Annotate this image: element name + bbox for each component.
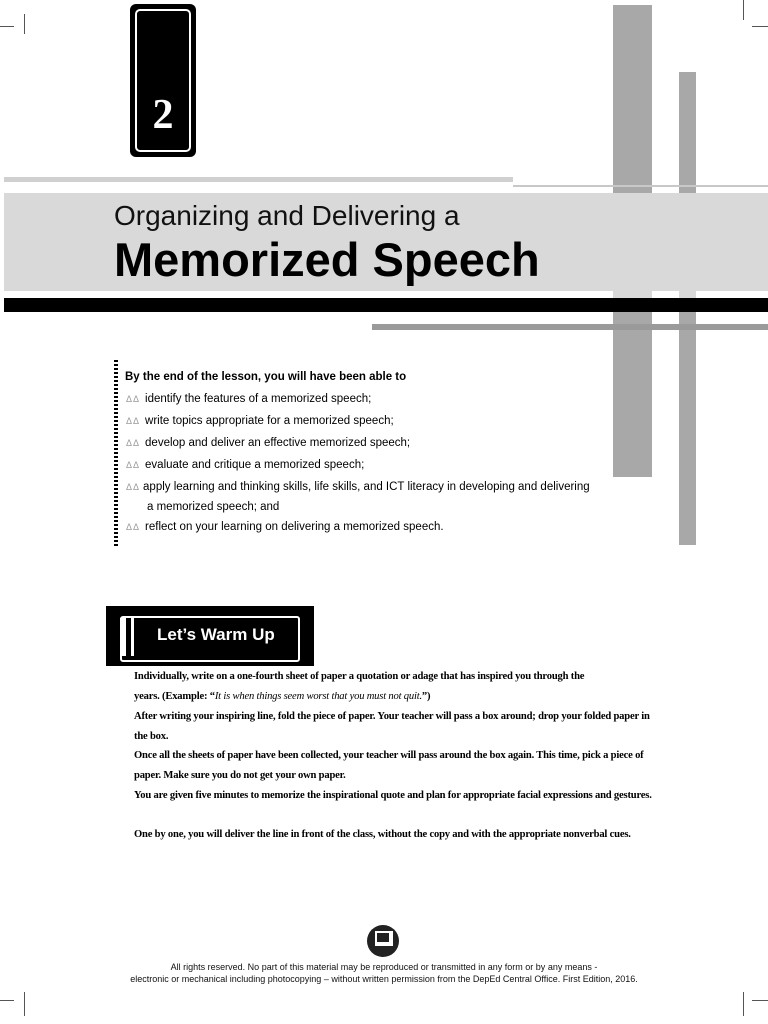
warm-up-header (106, 606, 314, 666)
crop-mark-bottom-left-h (0, 1000, 14, 1001)
objective-item: ΔΔ evaluate and critique a memorized speech; (126, 459, 365, 471)
triangle-bullet-icon: ΔΔ (126, 416, 141, 426)
objective-item: ΔΔ develop and deliver an effective memorized speech; (126, 437, 411, 449)
objective-item: ΔΔ reflect on your learning on delivering a memorized speech. (126, 521, 444, 533)
triangle-bullet-icon: ΔΔ (126, 394, 141, 404)
triangle-bullet-icon: ΔΔ (126, 438, 141, 448)
title-band (4, 193, 768, 291)
warm-up-paragraph: Individually, write on a one-fourth sheet of paper a quotation or adage that has inspired you through the years. (Example: “It is when things seem worst that you must not quit.”) (134, 671, 585, 702)
triangle-bullet-icon: ΔΔ (126, 522, 141, 532)
crop-mark-top-right-v (743, 0, 744, 20)
chapter-number: 2 (152, 92, 174, 138)
crop-mark-top-left-v (24, 14, 25, 34)
warm-up-paragraph: After writing your inspiring line, fold the piece of paper. Your teacher will pass a box around; drop your folded paper in the box. (134, 711, 650, 742)
triangle-bullet-icon: ΔΔ (126, 460, 141, 470)
top-rule-right (513, 185, 768, 187)
warm-up-title: Let’s Warm Up (157, 625, 275, 644)
objectives-heading: By the end of the lesson, you will have been able to (125, 371, 407, 383)
objective-item: ΔΔ apply learning and thinking skills, life skills, and ICT literacy in developing and delivering (126, 481, 590, 493)
objective-item: ΔΔ identify the features of a memorized speech; (126, 393, 372, 405)
title-underline-black (4, 298, 768, 312)
crop-mark-top-left-h (0, 26, 14, 27)
title-underline-grey (372, 324, 768, 330)
crop-mark-bottom-right-v (743, 992, 744, 1016)
warm-up-bar-icon (131, 618, 134, 656)
objective-item-continuation: a memorized speech; and (147, 501, 280, 513)
warm-up-paragraph: One by one, you will deliver the line in front of the class, without the copy and with the appropriate nonverbal cues. (134, 829, 631, 840)
objectives-dotted-rule (114, 360, 118, 546)
warm-up-bar-icon (120, 618, 126, 656)
page-title: Memorized Speech (114, 233, 540, 286)
page-marker-icon (367, 925, 399, 957)
footer-line-2: electronic or mechanical including photocopying – without written permission from the DepEd Central Office. First Edition, 2016. (130, 974, 638, 984)
title-line-1: Organizing and Delivering a (114, 200, 460, 231)
crop-mark-top-right-h (752, 26, 768, 27)
triangle-bullet-icon: ΔΔ (126, 482, 141, 492)
footer-line-1: All rights reserved. No part of this material may be reproduced or transmitted in any form or by any means - (170, 962, 598, 972)
objective-item: ΔΔ write topics appropriate for a memorized speech; (126, 415, 394, 427)
bar-gap-white-2 (679, 291, 696, 298)
chapter-tab (130, 4, 196, 157)
crop-mark-bottom-left-v (24, 992, 25, 1016)
warm-up-paragraph: Once all the sheets of paper have been collected, your teacher will pass around the box again. This time, pick a piece of paper. Make sure you do not get your own paper. (134, 750, 644, 781)
top-rule-left (4, 177, 513, 182)
example-quote: It is when things seem worst that you must not quit. (214, 690, 422, 702)
warm-up-paragraph: You are given five minutes to memorize the inspirational quote and plan for appropriate facial expressions and gestures. (134, 790, 652, 801)
bar-gap-white (613, 291, 652, 298)
crop-mark-bottom-right-h (752, 1000, 768, 1001)
